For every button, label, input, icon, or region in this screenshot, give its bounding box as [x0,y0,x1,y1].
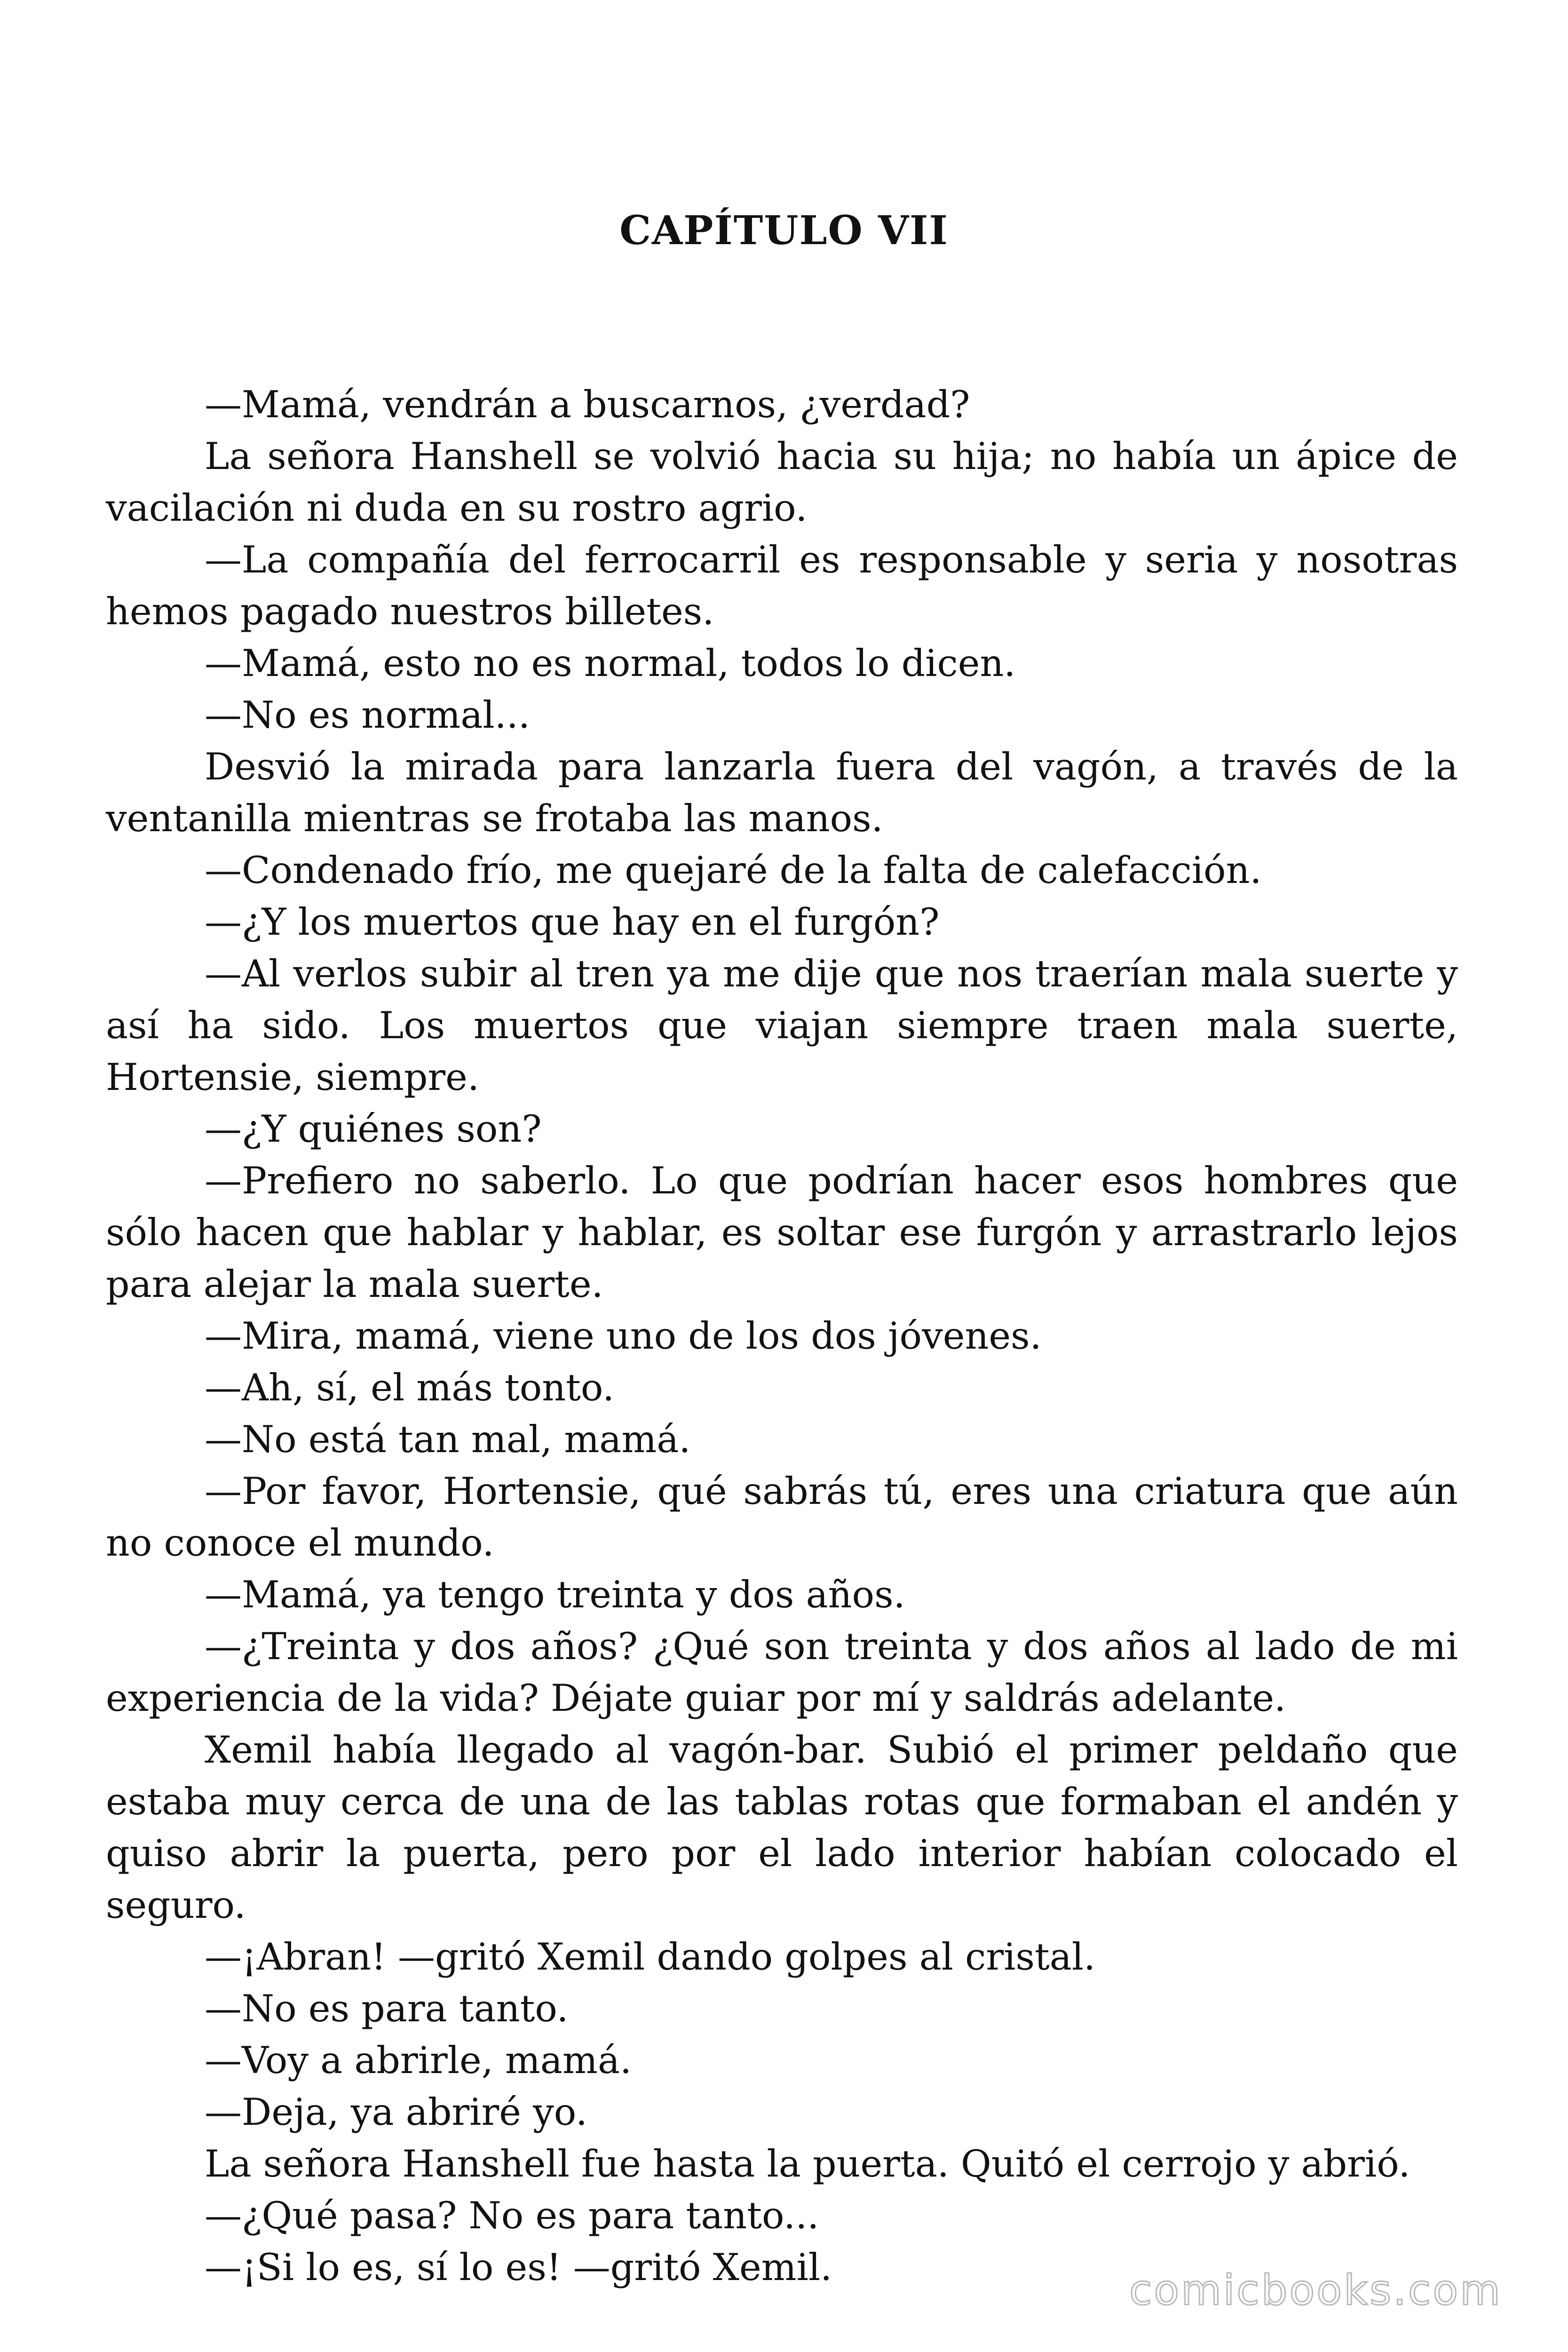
paragraph: La señora Hanshell fue hasta la puerta. Quitó el cerrojo y abrió. [205,2142,1410,2185]
paragraph: —Por favor, Hortensie, qué sabrás tú, eres una criatura que aún no conoce el mundo. [106,1470,1458,1565]
paragraph: Desvió la mirada para lanzarla fuera del vagón, a través de la ventanilla mientras se frotaba las manos. [106,745,1458,840]
paragraph: La señora Hanshell se volvió hacia su hija; no había un ápice de vacilación ni duda en su rostro agrio. [106,435,1458,530]
paragraph: —¡Si lo es, sí lo es! —gritó Xemil. [205,2246,832,2289]
paragraph: —Mira, mamá, viene uno de los dos jóvenes. [205,1314,1042,1358]
paragraph: —Mamá, vendrán a buscarnos, ¿verdad? [205,383,970,426]
watermark: comicbooks.com [1129,2266,1502,2314]
paragraph: —Voy a abrirle, mamá. [205,2039,632,2082]
chapter-body [106,379,1458,2293]
paragraph: —¿Y los muertos que hay en el furgón? [205,900,940,944]
paragraph: —Mamá, ya tengo treinta y dos años. [205,1573,905,1616]
paragraph: —¿Y quiénes son? [205,1107,542,1151]
paragraph: —No es para tanto. [205,1987,569,2030]
paragraph: —Condenado frío, me quejaré de la falta de calefacción. [205,849,1262,892]
paragraph: —¿Treinta y dos años? ¿Qué son treinta y dos años al lado de mi experiencia de la vida? Déjate guiar por mí y saldrás adelante. [106,1625,1458,1720]
paragraph: —Deja, ya abriré yo. [205,2090,587,2134]
paragraph: —Ah, sí, el más tonto. [205,1366,615,1409]
paragraph: —No está tan mal, mamá. [205,1418,691,1461]
paragraph: —No es normal... [205,693,531,737]
paragraph: —Mamá, esto no es normal, todos lo dicen. [205,642,1016,685]
paragraph: —Al verlos subir al tren ya me dije que nos traerían mala suerte y así ha sido. Los muertos que viajan siempre traen mala suerte, Hortensie, siempre. [106,952,1458,1099]
paragraph: —Prefiero no saberlo. Lo que podrían hacer esos hombres que sólo hacen que hablar y hablar, es soltar ese furgón y arrastrarlo lejos para alejar la mala suerte. [106,1159,1458,1306]
chapter-title: CAPÍTULO VII [619,207,949,254]
paragraph: —¿Qué pasa? No es para tanto... [205,2194,819,2237]
paragraph: —¡Abran! —gritó Xemil dando golpes al cristal. [205,1935,1096,1979]
paragraph: —La compañía del ferrocarril es responsable y seria y nosotras hemos pagado nuestros billetes. [106,538,1458,633]
paragraph: Xemil había llegado al vagón-bar. Subió el primer peldaño que estaba muy cerca de una de las tablas rotas que formaban el andén y quiso abrir la puerta, pero por el lado interior habían colocado el seguro. [106,1728,1458,1927]
